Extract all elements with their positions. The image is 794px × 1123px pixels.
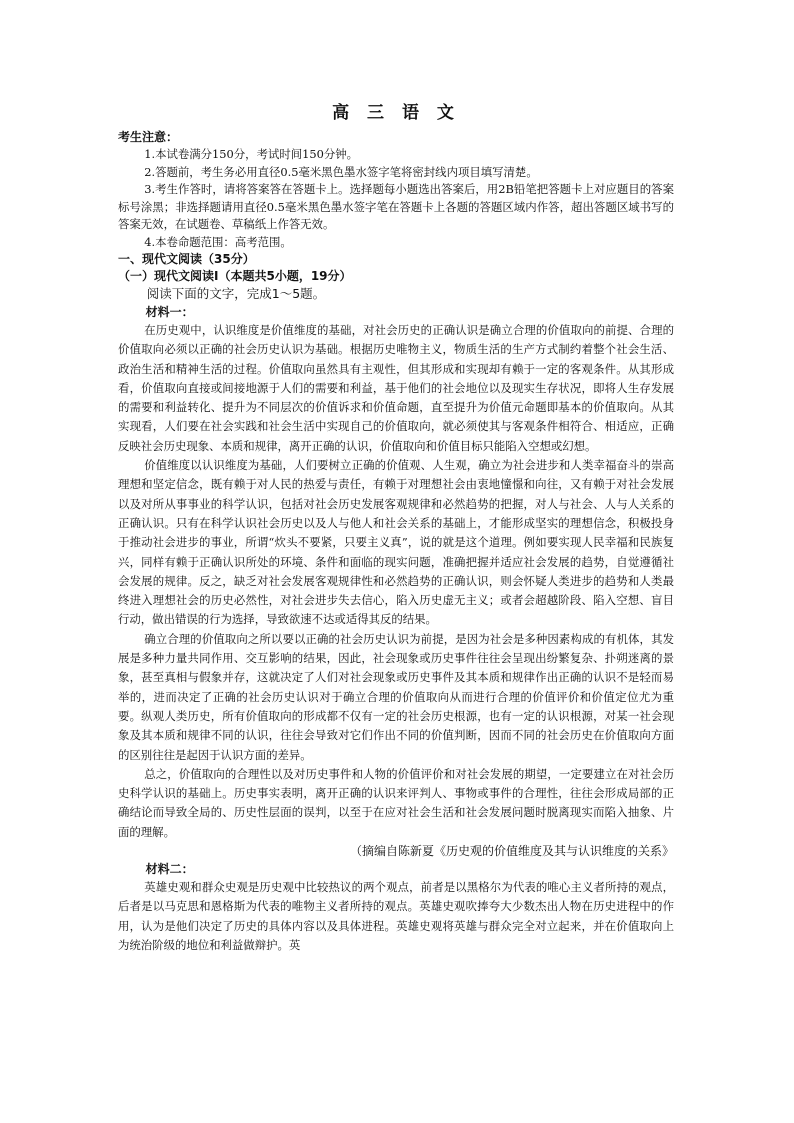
material-paragraph: 在历史观中，认识维度是价值维度的基础，对社会历史的正确认识是确立合理的价值取向的前提、合理的价值取向必须以正确的社会历史认识为基础。根据历史唯物主义，物质生活的生产方式制约着整个社会生活、政治生活和精神生活的过程。价值取向虽然具有主观性，但其形成和实现却有赖于一定的客观条件。从其形成看，价值取向直接或间接地源于人们的需要和利益，基于他们的社会地位以及现实生存状况，即将人生存发展的需要和利益转化、提升为不同层次的价值诉求和价值命题，直至提升为价值元命题即基本的价值取向。从其实现看，人们要在社会实践和社会生活中实现自己的价值取向，就必须使其与客观条件相符合、相适应，正确反映社会历史现象、本质和规律，离开正确的认识，价值取向和价值目标只能陷入空想或幻想。: [118, 323, 674, 453]
material-paragraph: 总之，价值取向的合理性以及对历史事件和人物的价值评价和对社会发展的期望，一定要建立在对社会历史科学认识的基础上。历史事实表明，离开正确的认识来评判人、事物或事件的合理性，往往会形成局部的正确结论而导致全局的、历史性层面的误判，以至于在应对社会生活和社会发展问题时脱离现实而陷入抽象、片面的理解。: [118, 766, 674, 839]
notice-item: 4.本卷命题范围：高考范围。: [144, 234, 292, 249]
material-paragraph: 英雄史观和群众史观是历史观中比较热议的两个观点，前者是以黑格尔为代表的唯心主义者所持的观点，后者是以马克思和恩格斯为代表的唯物主义者所持的观点。英雄史观吹捧夸大少数杰出人物在历史进程中的作用，认为是他们决定了历史的具体内容以及具体进程。英雄史观将英雄与群众完全对立起来，并在价值取向上为统治阶级的地位和利益做辩护。英: [118, 880, 674, 952]
subsection-heading: （一）现代文阅读Ⅰ（本题共5小题，19分）: [118, 269, 352, 283]
notice-item: 1.本试卷满分150分，考试时间150分钟。: [144, 147, 359, 161]
instruction: 阅读下面的文字，完成1～5题。: [146, 286, 326, 301]
material-label: 材料二：: [145, 862, 194, 877]
material-label: 材料一：: [145, 305, 194, 319]
notice-item: 3.考生作答时，请将答案答在答题卡上。选择题每小题选出答案后，用2B铅笔把答题卡上对应题目的答案标号涂黑；非选择题请用直径0.5毫米黑色墨水签字笔在答题卡上各题的答题区域内作答，超出答题区域书写的答案无效，在试题卷、草稿纸上作答无效。: [118, 182, 674, 231]
notice-label: 考生注意：: [118, 130, 179, 144]
notice-item: 2.答题前，考生务必用直径0.5毫米黑色墨水签字笔将密封线内项目填写清楚。: [144, 164, 538, 179]
material-paragraph: 价值维度以认识维度为基础，人们要树立正确的价值观、人生观，确立为社会进步和人类幸福奋斗的崇高理想和坚定信念，既有赖于对人民的热爱与责任，有赖于对理想社会由衷地憧憬和向往，又有赖于对社会发展以及对所从事事业的科学认识，包括对社会历史发展客观规律和必然趋势的把握，对人与社会、人与人关系的正确认识。只有在科学认识社会历史以及人与他人和社会关系的基础上，才能形成坚实的理想信念，积极投身于推动社会进步的事业，所谓“炊头不要紧，只要主义真”，说的就是这个道理。例如要实现人民幸福和民族复兴，同样有赖于正确认识所处的环境、条件和面临的现实问题，准确把握并适应社会发展的趋势，自觉遵循社会发展的规律。反之，缺乏对社会发展客观规律性和必然趋势的正确认识，则会怀疑人类进步的趋势和人类最终进入理想社会的历史必然性，对社会进步失去信心，陷入历史虚无主义；或者会超越阶段、陷入空想、盲目行动，做出错误的行为选择，导致欲速不达或适得其反的结果。: [118, 458, 674, 627]
material-source: （摘编自陈新夏《历史观的价值维度及其与认识维度的关系》: [349, 844, 674, 859]
section-heading: 一、现代文阅读（35分）: [118, 252, 255, 266]
page-title: 高 三 语 文: [332, 103, 460, 123]
material-paragraph: 确立合理的价值取向之所以要以正确的社会历史认识为前提，是因为社会是多种因素构成的有机体，其发展是多种力量共同作用、交互影响的结果，因此，社会现象或历史事件往往会呈现出纷繁复杂、扑朔迷离的景象，甚至真相与假象并存，这就决定了人们对社会现象或历史事件及其本质和规律作出正确的认识不是轻而易举的，进而决定了正确的社会历史认识对于确立合理的价值取向从而进行合理的价值评价和价值定位尤为重要。纵观人类历史，所有价值取向的形成都不仅有一定的社会历史根源，也有一定的认识根源，对某一社会现象及其本质和规律不同的认识，往往会导致对它们作出不同的价值判断，因而不同的社会历史在价值取向方面的区别往往是起因于认识方面的差异。: [118, 631, 674, 762]
exam-page: [118, 98, 674, 955]
